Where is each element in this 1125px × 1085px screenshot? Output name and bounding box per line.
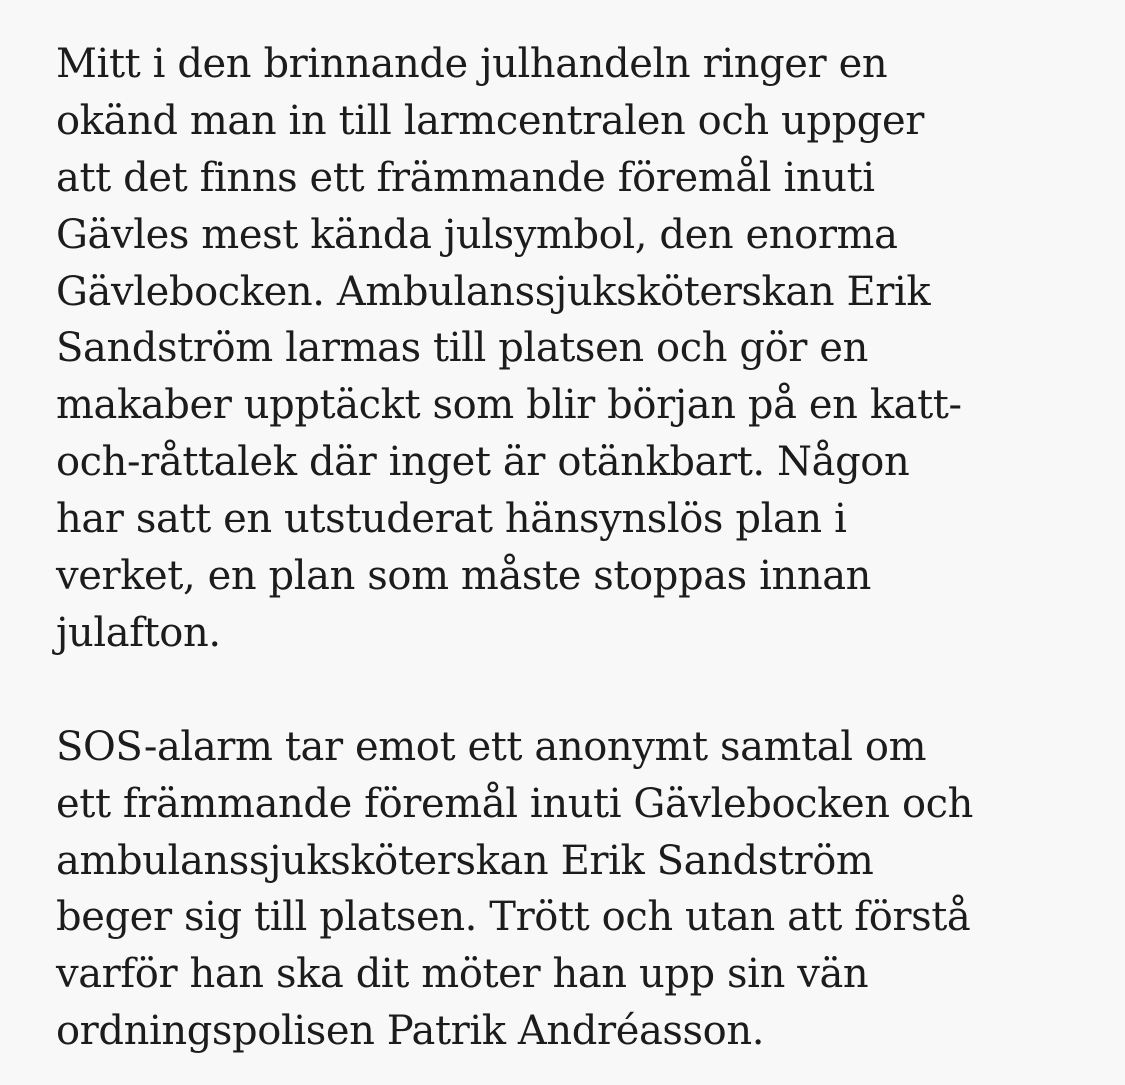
text-line: makaber upptäckt som blir början på en katt- xyxy=(56,382,962,429)
text-line: varför han ska dit möter han upp sin vän xyxy=(56,951,869,998)
text-line: verket, en plan som måste stoppas innan xyxy=(56,553,872,600)
text-line: julafton. xyxy=(56,609,221,656)
text-line: ambulanssjuksköterskan Erik Sandström xyxy=(56,837,874,884)
text-line: och-råttalek där inget är otänkbart. Någon xyxy=(56,439,910,486)
paragraph-synopsis xyxy=(56,36,1096,662)
text-line: att det finns ett främmande föremål inuti xyxy=(56,154,875,201)
text-line: Gävlebocken. Ambulanssjuksköterskan Erik xyxy=(56,268,931,315)
text-line: Gävles mest kända julsymbol, den enorma xyxy=(56,211,898,258)
text-line: ordningspolisen Patrik Andréasson. xyxy=(56,1008,765,1055)
text-line: Mitt i den brinnande julhandeln ringer en xyxy=(56,41,888,87)
paragraph-spacer xyxy=(56,662,1096,719)
text-line: har satt en utstuderat hänsynslös plan i xyxy=(56,496,847,543)
document-body xyxy=(56,36,1096,1060)
text-line: Sandström larmas till platsen och gör en xyxy=(56,325,868,372)
text-line: SOS-alarm tar emot ett anonymt samtal om xyxy=(56,723,927,770)
paragraph-plot xyxy=(56,719,1096,1060)
text-line: beger sig till platsen. Trött och utan att förstå xyxy=(56,894,971,941)
text-line: okänd man in till larmcentralen och uppger xyxy=(56,97,924,144)
text-line: ett främmande föremål inuti Gävlebocken och xyxy=(56,780,974,827)
